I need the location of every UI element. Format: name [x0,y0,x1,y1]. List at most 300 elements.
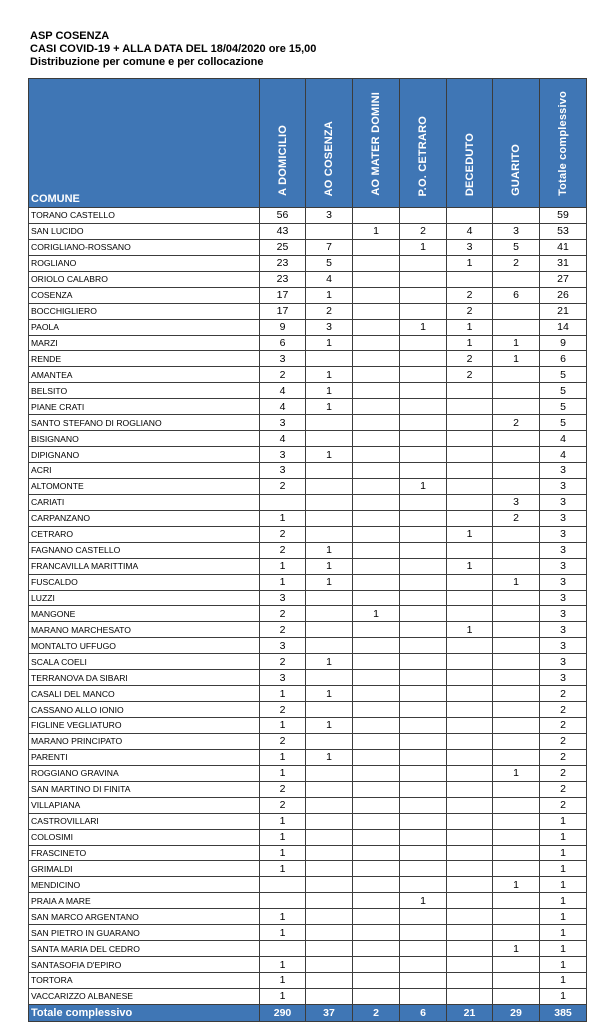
value-cell [400,415,447,431]
value-cell: 1 [400,478,447,494]
value-cell: 1 [540,877,587,893]
value-cell [353,622,400,638]
comune-cell: SAN PIETRO IN GUARANO [29,925,260,941]
comune-cell: BELSITO [29,383,260,399]
value-cell: 6 [540,351,587,367]
comune-cell: COSENZA [29,287,260,303]
total-cell: 6 [400,1004,447,1021]
value-cell [493,383,540,399]
value-cell [493,702,540,718]
comune-cell: SANTASOFIA D'EPIRO [29,957,260,973]
value-cell: 1 [540,829,587,845]
value-cell: 1 [493,335,540,351]
value-cell [353,542,400,558]
value-cell [493,478,540,494]
value-cell [493,733,540,749]
value-cell: 5 [540,383,587,399]
value-cell: 1 [306,287,353,303]
comune-cell: CARPANZANO [29,510,260,526]
value-cell [447,431,493,447]
value-cell [447,829,493,845]
comune-cell: FRANCAVILLA MARITTIMA [29,558,260,574]
value-cell [306,590,353,606]
comune-cell: ORIOLO CALABRO [29,271,260,287]
value-cell [353,303,400,319]
value-cell [400,447,447,463]
value-cell: 3 [540,638,587,654]
value-cell: 2 [260,526,306,542]
value-cell: 1 [540,861,587,877]
value-cell: 1 [447,622,493,638]
value-cell [400,367,447,383]
value-cell: 6 [493,287,540,303]
value-cell [353,574,400,590]
value-cell [353,925,400,941]
value-cell [400,542,447,558]
comune-cell: BISIGNANO [29,431,260,447]
value-cell [400,303,447,319]
value-cell: 2 [260,702,306,718]
value-cell: 3 [540,558,587,574]
value-cell [306,845,353,861]
value-cell [400,590,447,606]
value-cell: 3 [540,590,587,606]
comune-cell: MENDICINO [29,877,260,893]
value-cell: 31 [540,255,587,271]
table-row [29,638,587,654]
value-cell [353,718,400,734]
value-cell: 3 [540,622,587,638]
value-cell [400,510,447,526]
value-cell [447,208,493,224]
value-cell: 3 [540,526,587,542]
table-row [29,463,587,479]
value-cell: 2 [260,478,306,494]
value-cell [306,223,353,239]
total-cell: 21 [447,1004,493,1021]
comune-cell: TORANO CASTELLO [29,208,260,224]
value-cell: 1 [540,845,587,861]
comune-cell: MONTALTO UFFUGO [29,638,260,654]
value-cell: 3 [260,351,306,367]
value-cell [493,271,540,287]
value-cell: 4 [306,271,353,287]
table-row [29,893,587,909]
value-cell: 21 [540,303,587,319]
value-cell [306,973,353,989]
value-cell: 1 [493,765,540,781]
table-row [29,829,587,845]
value-cell [493,925,540,941]
value-cell: 56 [260,208,306,224]
table-row [29,478,587,494]
value-cell [353,239,400,255]
value-cell [447,447,493,463]
value-cell [306,510,353,526]
value-cell: 4 [540,447,587,463]
comune-cell: FUSCALDO [29,574,260,590]
comune-cell: CASSANO ALLO IONIO [29,702,260,718]
value-cell: 1 [306,574,353,590]
value-cell: 1 [447,319,493,335]
value-cell: 2 [260,797,306,813]
value-cell [447,941,493,957]
value-cell: 3 [540,670,587,686]
table-row [29,271,587,287]
value-cell [353,431,400,447]
value-cell [353,478,400,494]
value-cell: 2 [493,510,540,526]
value-cell: 3 [540,542,587,558]
value-cell: 3 [260,463,306,479]
value-cell: 4 [260,399,306,415]
value-cell [447,861,493,877]
value-cell [400,829,447,845]
column-header: AO MATER DOMINI [353,79,400,208]
value-cell [447,399,493,415]
comune-cell: ROGGIANO GRAVINA [29,765,260,781]
table-row [29,622,587,638]
value-cell [353,988,400,1004]
value-cell [306,813,353,829]
value-cell [400,988,447,1004]
value-cell: 3 [540,654,587,670]
column-header: GUARITO [493,79,540,208]
value-cell: 1 [540,957,587,973]
value-cell: 1 [260,957,306,973]
total-cell: 290 [260,1004,306,1021]
comune-cell: SAN MARCO ARGENTANO [29,909,260,925]
value-cell [306,893,353,909]
value-cell: 1 [447,255,493,271]
value-cell [400,925,447,941]
value-cell: 3 [260,415,306,431]
report-subtitle: Distribuzione per comune e per collocazione [30,56,264,68]
value-cell: 5 [493,239,540,255]
comune-cell: SAN MARTINO DI FINITA [29,781,260,797]
value-cell [400,686,447,702]
value-cell [353,287,400,303]
value-cell: 1 [260,909,306,925]
value-cell: 1 [540,893,587,909]
comune-cell: PARENTI [29,749,260,765]
value-cell [353,893,400,909]
table-row [29,526,587,542]
value-cell: 1 [400,239,447,255]
value-cell [493,670,540,686]
value-cell [260,877,306,893]
value-cell [493,797,540,813]
comune-cell: FAGNANO CASTELLO [29,542,260,558]
value-cell: 4 [540,431,587,447]
value-cell: 1 [400,893,447,909]
value-cell: 1 [260,988,306,1004]
value-cell: 1 [260,829,306,845]
value-cell [353,973,400,989]
value-cell [400,606,447,622]
comune-cell: VACCARIZZO ALBANESE [29,988,260,1004]
value-cell [260,494,306,510]
value-cell [447,765,493,781]
value-cell: 4 [260,383,306,399]
value-cell: 2 [540,686,587,702]
value-cell: 3 [493,494,540,510]
value-cell [447,606,493,622]
value-cell [353,941,400,957]
value-cell: 59 [540,208,587,224]
table-row [29,415,587,431]
value-cell: 1 [447,558,493,574]
value-cell [447,510,493,526]
value-cell: 2 [493,415,540,431]
value-cell: 43 [260,223,306,239]
value-cell: 2 [260,733,306,749]
value-cell: 3 [540,478,587,494]
value-cell: 2 [260,606,306,622]
comune-cell: VILLAPIANA [29,797,260,813]
document-header [30,30,316,69]
value-cell: 3 [540,494,587,510]
table-row [29,733,587,749]
value-cell [400,351,447,367]
value-cell: 2 [260,654,306,670]
value-cell [493,861,540,877]
value-cell [353,877,400,893]
value-cell: 1 [447,526,493,542]
comune-cell: SANTO STEFANO DI ROGLIANO [29,415,260,431]
value-cell [400,622,447,638]
value-cell [400,941,447,957]
value-cell [447,877,493,893]
value-cell [353,670,400,686]
table-row [29,718,587,734]
comune-cell: ROGLIANO [29,255,260,271]
value-cell [353,765,400,781]
value-cell [447,845,493,861]
table-row [29,351,587,367]
report-title: CASI COVID-19 + ALLA DATA DEL 18/04/2020 ore 15,00 [30,43,317,55]
value-cell: 3 [540,574,587,590]
value-cell [306,957,353,973]
value-cell [400,861,447,877]
value-cell: 2 [540,781,587,797]
value-cell: 1 [306,399,353,415]
value-cell [400,574,447,590]
value-cell: 2 [540,797,587,813]
total-cell: 29 [493,1004,540,1021]
value-cell: 14 [540,319,587,335]
value-cell: 1 [540,988,587,1004]
table-row [29,813,587,829]
total-row [29,1004,587,1021]
value-cell: 9 [260,319,306,335]
value-cell [493,638,540,654]
value-cell: 1 [493,351,540,367]
table-row [29,845,587,861]
value-cell: 1 [260,861,306,877]
value-cell [493,957,540,973]
comune-cell: SANTA MARIA DEL CEDRO [29,941,260,957]
value-cell [400,973,447,989]
comune-cell: COLOSIMI [29,829,260,845]
value-cell: 2 [260,781,306,797]
value-cell [353,415,400,431]
value-cell: 1 [306,558,353,574]
value-cell [400,733,447,749]
value-cell: 5 [540,399,587,415]
table-row [29,941,587,957]
value-cell [493,988,540,1004]
value-cell: 1 [540,813,587,829]
value-cell: 3 [260,638,306,654]
value-cell [447,271,493,287]
value-cell: 3 [540,510,587,526]
comune-cell: LUZZI [29,590,260,606]
value-cell [493,367,540,383]
value-cell [400,431,447,447]
value-cell [400,797,447,813]
value-cell [447,654,493,670]
value-cell [353,319,400,335]
value-cell: 2 [540,718,587,734]
value-cell: 17 [260,287,306,303]
value-cell [306,797,353,813]
value-cell [400,383,447,399]
table-row [29,686,587,702]
value-cell [447,463,493,479]
value-cell: 3 [260,447,306,463]
value-cell: 1 [306,654,353,670]
value-cell [353,781,400,797]
value-cell [400,494,447,510]
value-cell [447,702,493,718]
comune-cell: CARIATI [29,494,260,510]
value-cell [306,941,353,957]
value-cell [400,654,447,670]
value-cell [306,463,353,479]
value-cell [353,255,400,271]
value-cell: 1 [353,606,400,622]
value-cell: 6 [260,335,306,351]
value-cell [447,813,493,829]
comune-cell: SCALA COELI [29,654,260,670]
value-cell: 25 [260,239,306,255]
table-row [29,510,587,526]
value-cell [493,447,540,463]
comune-cell: ALTOMONTE [29,478,260,494]
value-cell: 1 [306,749,353,765]
value-cell: 5 [540,415,587,431]
value-cell [493,303,540,319]
value-cell [306,702,353,718]
table-row [29,909,587,925]
value-cell [493,606,540,622]
value-cell: 2 [260,622,306,638]
value-cell [353,829,400,845]
value-cell [353,367,400,383]
value-cell [353,733,400,749]
comune-cell: AMANTEA [29,367,260,383]
value-cell [353,845,400,861]
column-header: P.O. CETRARO [400,79,447,208]
value-cell [400,526,447,542]
table-row [29,702,587,718]
value-cell [306,494,353,510]
value-cell [493,893,540,909]
table-row [29,223,587,239]
value-cell: 26 [540,287,587,303]
table-row [29,925,587,941]
value-cell [353,526,400,542]
value-cell [306,670,353,686]
value-cell [400,765,447,781]
value-cell: 1 [260,813,306,829]
value-cell [353,909,400,925]
value-cell: 3 [540,463,587,479]
value-cell [353,702,400,718]
value-cell [493,829,540,845]
value-cell [447,925,493,941]
value-cell: 17 [260,303,306,319]
table-row [29,654,587,670]
value-cell: 1 [540,909,587,925]
value-cell: 4 [260,431,306,447]
value-cell [447,383,493,399]
value-cell [306,733,353,749]
value-cell: 1 [306,367,353,383]
value-cell: 1 [260,925,306,941]
value-cell: 27 [540,271,587,287]
value-cell [493,845,540,861]
value-cell [353,494,400,510]
value-cell [493,558,540,574]
value-cell [353,351,400,367]
org-title: ASP COSENZA [30,30,110,42]
value-cell: 1 [540,941,587,957]
value-cell [353,208,400,224]
table-row [29,973,587,989]
value-cell [447,638,493,654]
value-cell [447,797,493,813]
comune-cell: CASALI DEL MANCO [29,686,260,702]
table-row [29,399,587,415]
value-cell [493,749,540,765]
total-cell: 385 [540,1004,587,1021]
value-cell [306,606,353,622]
table-row [29,861,587,877]
value-cell [400,909,447,925]
value-cell: 3 [306,319,353,335]
table-row [29,431,587,447]
value-cell [400,287,447,303]
value-cell [493,319,540,335]
table-row [29,447,587,463]
covid-cases-table [28,78,587,1022]
value-cell [447,590,493,606]
value-cell: 1 [260,845,306,861]
table-row [29,239,587,255]
value-cell [306,861,353,877]
value-cell [306,988,353,1004]
value-cell: 53 [540,223,587,239]
value-cell [353,558,400,574]
comune-cell: MANGONE [29,606,260,622]
table-row [29,606,587,622]
table-row [29,367,587,383]
table-row [29,797,587,813]
value-cell: 2 [306,303,353,319]
table-row [29,670,587,686]
